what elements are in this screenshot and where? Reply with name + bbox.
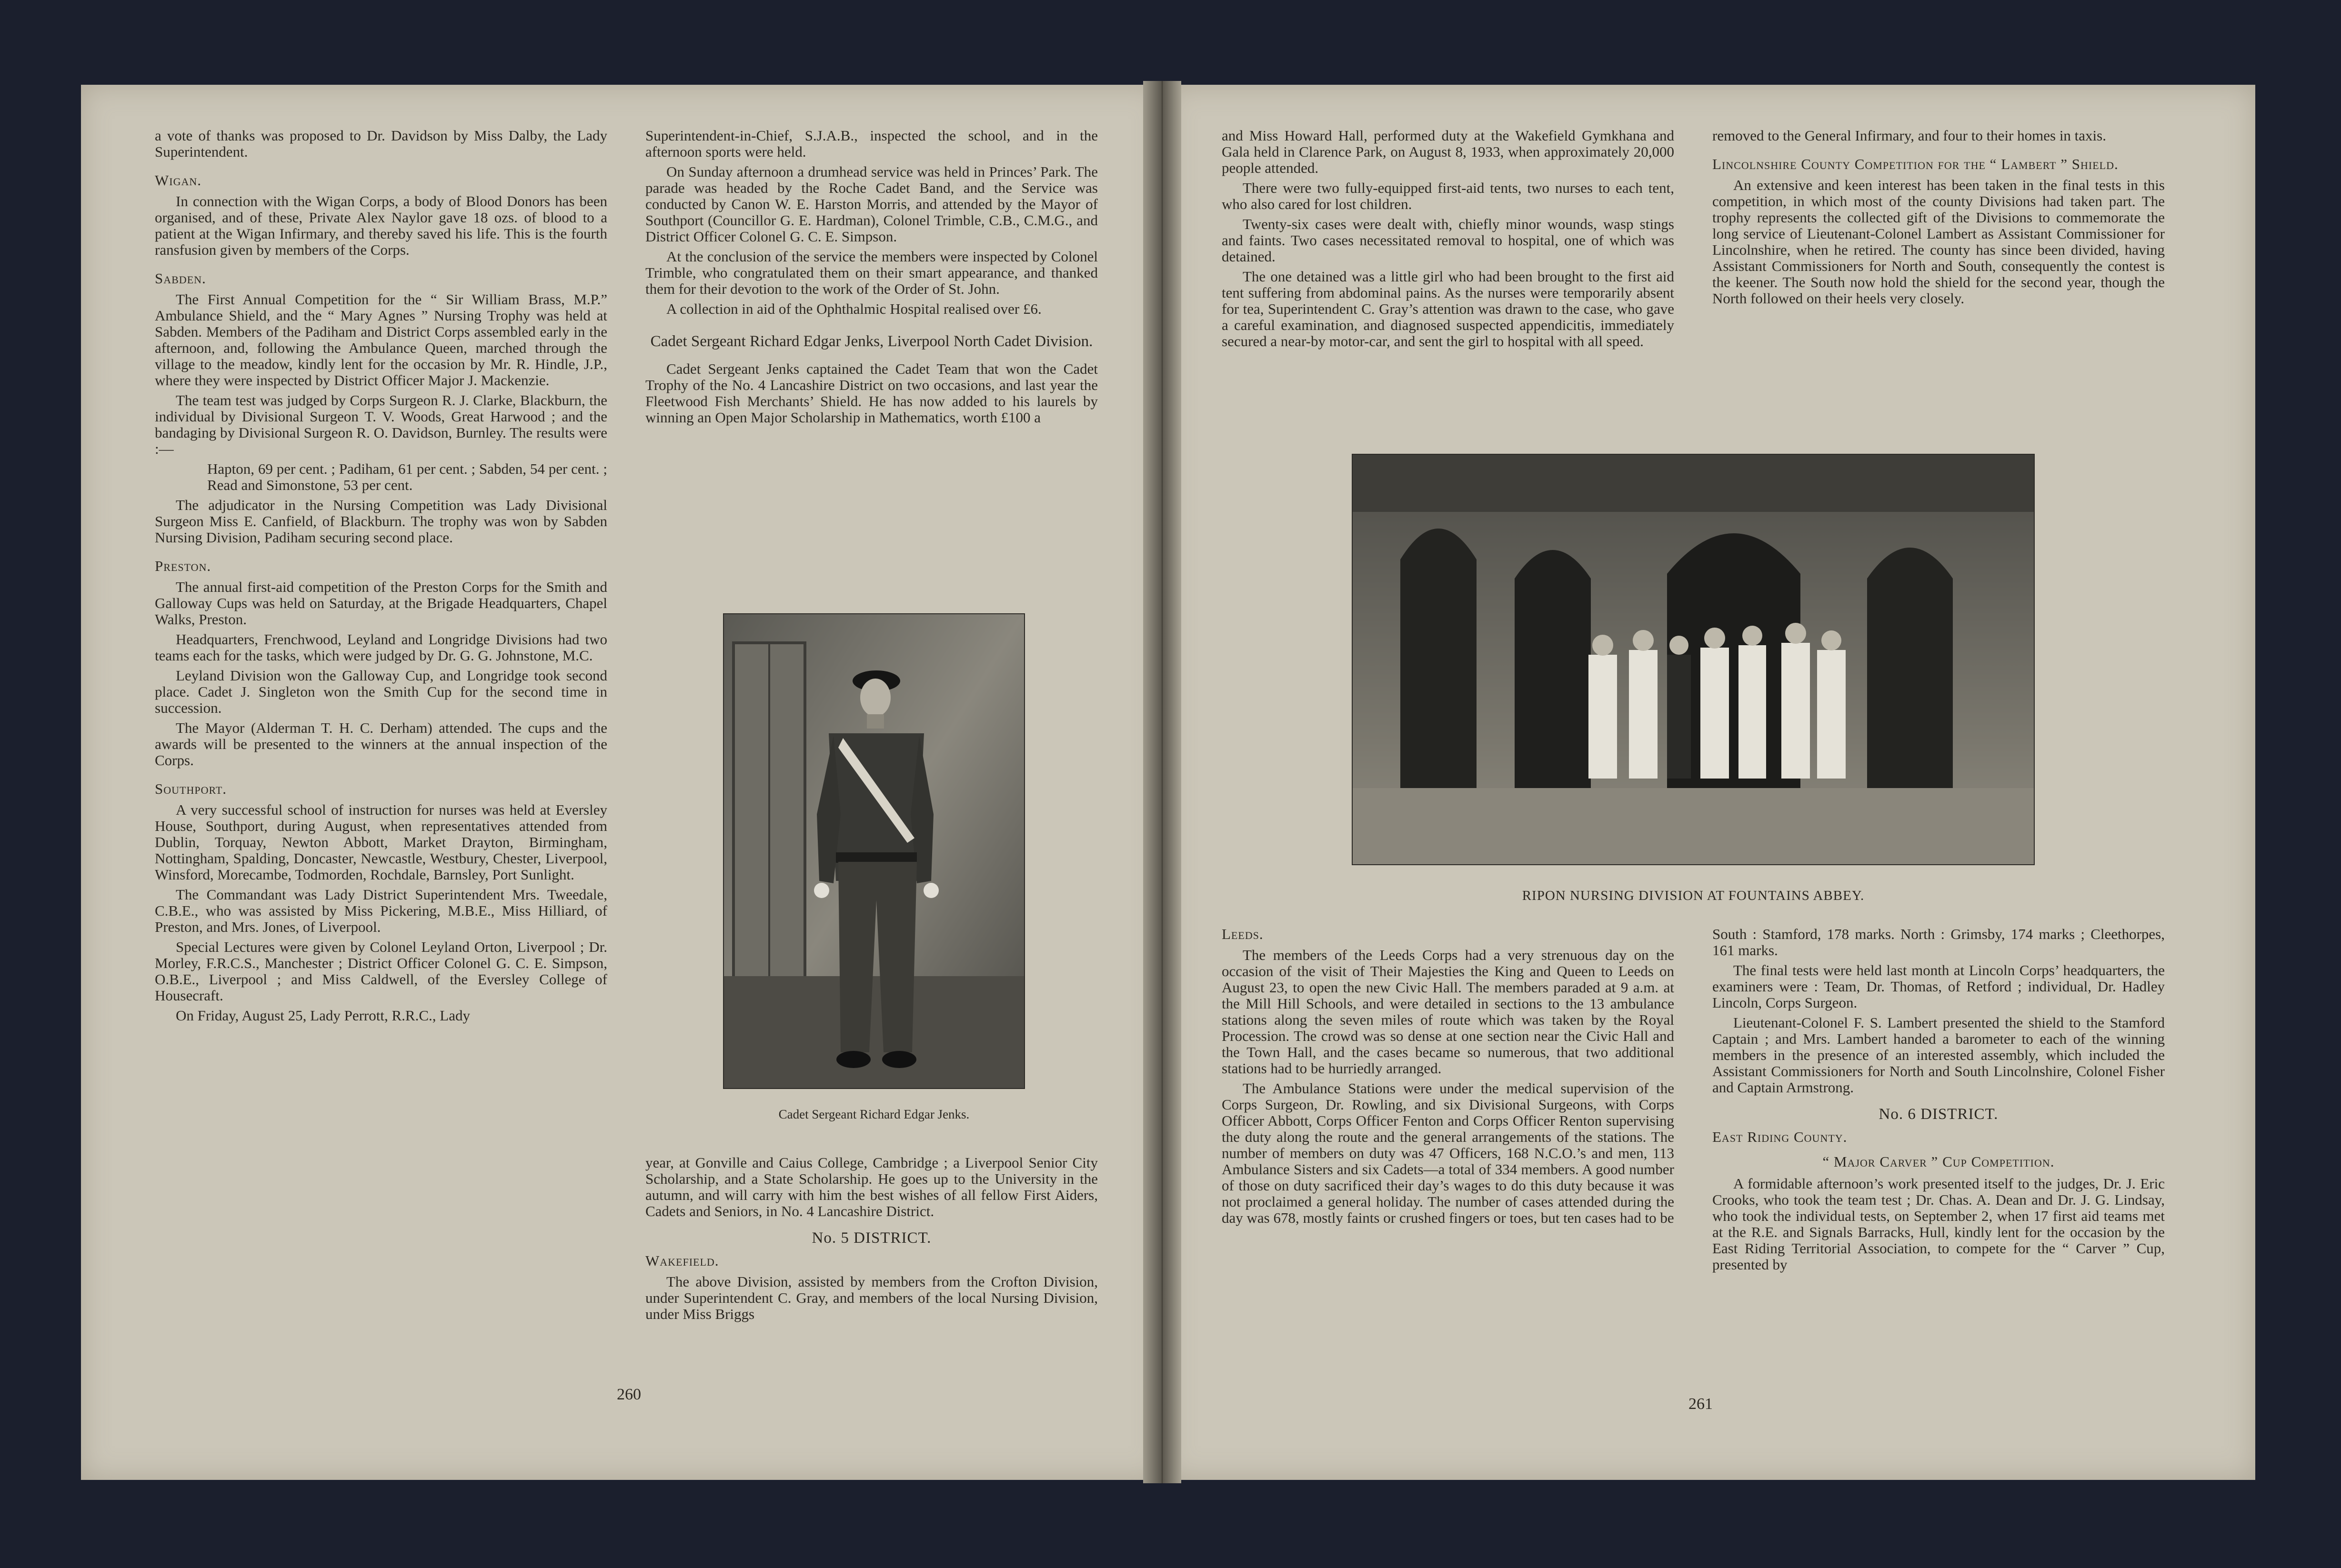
cadet-portrait-photo: [724, 614, 1024, 1088]
district-heading: No. 6 DISTRICT.: [1879, 1106, 1999, 1123]
section-heading: East Riding County.: [1712, 1129, 1848, 1145]
paragraph: The one detained was a little girl who had been brought to the first aid tent suffering from abdominal pains. As the nurses were temporarily absent for tea, Superintendent C. Gray’s attention was drawn to the case, who gave a careful examination, and diagnosed suspected appendicitis, immediately secured a near-by motor-car, and sent the girl to hospital with all speed.: [1222, 268, 1674, 350]
paragraph: Leyland Division won the Galloway Cup, and Longridge took second place. Cadet J. Singleton won the Smith Cup for the second time in succession.: [155, 667, 607, 716]
left-column-1: [155, 128, 607, 1028]
paragraph: The First Annual Competition for the “ Sir William Brass, M.P.” Ambulance Shield, and the “ Mary Agnes ” Nursing Trophy was held at Sabden. Members of the Padiham and District Corps assembled early in the afternoon, and, following the Ambulance Queen, marched through the village to the meadow, kindly lent for the occasion by Mr. R. Hindle, J.P., where they were inspected by District Officer Major J. Mackenzie.: [155, 291, 607, 389]
page-number: 260: [617, 1386, 641, 1403]
section-heading: Wakefield.: [645, 1252, 719, 1269]
page-number: 261: [1688, 1395, 1713, 1413]
paragraph: Twenty-six cases were dealt with, chiefly minor wounds, wasp stings and faints. Two cases necessitated removal to hospital, one of which was detained.: [1222, 216, 1674, 265]
paragraph: The above Division, assisted by members from the Crofton Division, under Superintendent C. Gray, and members of the local Nursing Division, under Miss Briggs: [645, 1273, 1098, 1322]
left-column-2: [645, 128, 1098, 429]
paragraph: In connection with the Wigan Corps, a body of Blood Donors has been organised, and of these, Private Alex Naylor gave 18 ozs. of blood to a patient at the Wigan Infirmary, and thereby saved his life. This is the fourth ransfusion given by members of the Corps.: [155, 193, 607, 258]
article-title: Cadet Sergeant Richard Edgar Jenks, Liverpool North Cadet Division.: [650, 333, 1093, 350]
paragraph: A very successful school of instruction for nurses was held at Eversley House, Southport, during August, when representatives attended from Dublin, Torquay, Newton Abbott, Market Drayton, Birmingham, Nottingham, Spalding, Doncaster, Newcastle, Westbury, Chester, Liverpool, Winsford, Morecambe, Todmorden, Rochdale, Barnsley, Port Sunlight.: [155, 801, 607, 883]
section-heading: Wigan.: [155, 172, 201, 189]
paragraph: A collection in aid of the Ophthalmic Hospital realised over £6.: [666, 300, 1042, 317]
paragraph: A formidable afternoon’s work presented itself to the judges, Dr. J. Eric Crooks, who took the team test ; Dr. Chas. A. Dean and Dr. J. G. Lindsay, who took the individual tests, on September 2, when 17 first aid teams met at the R.E. and Signals Barracks, Hull, kindly lent for the occasion by the East Riding Territorial Association, to compete for the “ Carver ” Cup, presented by: [1712, 1175, 2165, 1273]
paragraph: The Commandant was Lady District Superintendent Mrs. Tweedale, C.B.E., who was assisted by Miss Pickering, M.B.E., Miss Hilliard, of Preston, and Mrs. Jones, of Liverpool.: [155, 886, 607, 935]
paragraph: The final tests were held last month at Lincoln Corps’ headquarters, the examiners were : Team, Dr. Thomas, of Retford ; individual, Dr. Hadley Lincoln, Corps Surgeon.: [1712, 962, 2165, 1011]
paragraph: An extensive and keen interest has been taken in the final tests in this competition, in which most of the county Divisions had taken part. The trophy represents the collected gift of the Divisions to commemorate the long service of Lieutenant-Colonel Lambert as Assistant Commissioner for Lincolnshire, when he retired. The county has since been divided, having Assistant Commissioners for North and South, consequently the contest is the keener. The South now hold the shield for the second year, though the North followed on their heels very closely.: [1712, 177, 2165, 307]
section-heading: Preston.: [155, 558, 211, 574]
paragraph: At the conclusion of the service the members were inspected by Colonel Trimble, who congratulated them on their smart appearance, and thanked them for their devotion to the work of the Order of St. John.: [645, 248, 1098, 297]
paragraph: South : Stamford, 178 marks. North : Grimsby, 174 marks ; Cleethorpes, 161 marks.: [1712, 926, 2165, 959]
paragraph: The adjudicator in the Nursing Competition was Lady Divisional Surgeon Miss E. Canfield, of Blackburn. The trophy was won by Sabden Nursing Division, Padiham securing second place.: [155, 497, 607, 546]
left-column-2-lower: [645, 1155, 1098, 1326]
right-column-2-bottom: [1712, 926, 2165, 1277]
paragraph: a vote of thanks was proposed to Dr. Davidson by Miss Dalby, the Lady Superintendent.: [155, 127, 607, 160]
paragraph: and Miss Howard Hall, performed duty at the Wakefield Gymkhana and Gala held in Clarence Park, on August 8, 1933, when approximately 20,000 people attended.: [1222, 127, 1674, 176]
paragraph: removed to the General Infirmary, and four to their homes in taxis.: [1712, 127, 2106, 144]
paragraph: Superintendent-in-Chief, S.J.A.B., inspected the school, and in the afternoon sports were held.: [645, 127, 1098, 160]
ripon-abbey-group-photo: [1353, 455, 2034, 864]
photo-caption: RIPON NURSING DIVISION AT FOUNTAINS ABBEY.: [1522, 888, 1865, 903]
photo-caption: Cadet Sergeant Richard Edgar Jenks.: [778, 1107, 970, 1121]
abbey-arches-illustration: [1353, 455, 2034, 864]
section-heading: Leeds.: [1222, 926, 1264, 942]
paragraph: The Mayor (Alderman T. H. C. Derham) attended. The cups and the awards will be presented to the winners at the annual inspection of the Corps.: [155, 719, 607, 769]
paragraph: The team test was judged by Corps Surgeon R. J. Clarke, Blackburn, the individual by Divisional Surgeon T. V. Woods, Great Harwood ; and the bandaging by Divisional Surgeon R. O. Davidson, Burnley. The results were :—: [155, 392, 607, 457]
book-gutter: [1143, 81, 1181, 1483]
right-column-2-top: [1712, 128, 2165, 310]
paragraph: Special Lectures were given by Colonel Leyland Orton, Liverpool ; Dr. Morley, F.R.C.S., Manchester ; District Officer Colonel G. C. E. Simpson, O.B.E., Liverpool ; and Miss Caldwell, of the Eversley College of Housecraft.: [155, 939, 607, 1004]
district-heading: No. 5 DISTRICT.: [812, 1229, 932, 1247]
paragraph: On Sunday afternoon a drumhead service was held in Princes’ Park. The parade was headed by the Roche Cadet Band, and the Service was conducted by Canon W. E. Harston Morris, and attended by the Mayor of Southport (Councillor G. E. Hardman), Colonel Trimble, C.B., C.M.G., and District Officer Colonel G. C. E. Simpson.: [645, 163, 1098, 245]
paragraph: The annual first-aid competition of the Preston Corps for the Smith and Galloway Cups was held on Saturday, at the Brigade Headquarters, Chapel Walks, Preston.: [155, 579, 607, 628]
results-quote: Hapton, 69 per cent. ; Padiham, 61 per cent. ; Sabden, 54 per cent. ; Read and Simonstone, 53 per cent.: [207, 460, 607, 493]
paragraph: Lieutenant-Colonel F. S. Lambert presented the shield to the Stamford Captain ; and Mrs. Lambert handed a barometer to each of the winning members in the presence of an interested assembly, which included the Assistant Commissioners for North and South Lincolnshire, Colonel Fisher and Captain Armstrong.: [1712, 1014, 2165, 1096]
cadet-figure-illustration: [724, 614, 1024, 1088]
paragraph: Cadet Sergeant Jenks captained the Cadet Team that won the Cadet Trophy of the No. 4 Lancashire District on two occasions, and last year the Fleetwood Fish Merchants’ Shield. He has now added to his laurels by winning an Open Major Scholarship in Mathematics, worth £100 a: [645, 360, 1098, 426]
paragraph: year, at Gonville and Caius College, Cambridge ; a Liverpool Senior City Scholarship, and a State Scholarship. He goes up to the University in the autumn, and will carry with him the best wishes of all fellow First Aiders, Cadets and Seniors, in No. 4 Lancashire District.: [645, 1154, 1098, 1219]
paragraph: There were two fully-equipped first-aid tents, two nurses to each tent, who also cared for lost children.: [1222, 180, 1674, 212]
right-column-1-bottom: [1222, 926, 1674, 1230]
section-heading: Lincolnshire County Competition for the “ Lambert ” Shield.: [1712, 156, 2119, 172]
paragraph: The Ambulance Stations were under the medical supervision of the Corps Surgeon, Dr. Rowling, and six Divisional Surgeons, with Corps Officer Abbott, Corps Officer Fenton and Corps Officer Renton supervising the duty along the route and the general arrangements of the stations. The number of members on duty was 47 Officers, 168 N.C.O.’s and men, 113 Ambulance Sisters and six Cadets—a total of 334 members. A good number of those on duty sacrificed their day’s wages to do this duty because it was not proclaimed a general holiday. The number of cases attended during the day was 678, mostly faints or crushed fingers or toes, but ten cases had to be: [1222, 1080, 1674, 1226]
paragraph: On Friday, August 25, Lady Perrott, R.R.C., Lady: [176, 1007, 470, 1024]
paragraph: The members of the Leeds Corps had a very strenuous day on the occasion of the visit of Their Majesties the King and Queen to Leeds on August 23, to open the new Civic Hall. The members paraded at 9 a.m. at the Mill Hill Schools, and were detailed in sections to the 13 ambulance stations along the seven miles of route which was taken by the Royal Procession. The crowd was so dense at one section near the Civic Hall and the Town Hall, and the cases became so numerous, that two additional stations had to be hurriedly arranged.: [1222, 947, 1674, 1077]
section-heading: Sabden.: [155, 270, 206, 287]
competition-heading: “ Major Carver ” Cup Competition.: [1822, 1153, 2055, 1170]
paragraph: Headquarters, Frenchwood, Leyland and Longridge Divisions had two teams each for the tasks, which were judged by Dr. G. G. Johnstone, M.C.: [155, 631, 607, 664]
section-heading: Southport.: [155, 780, 227, 797]
right-column-1-top: [1222, 128, 1674, 353]
